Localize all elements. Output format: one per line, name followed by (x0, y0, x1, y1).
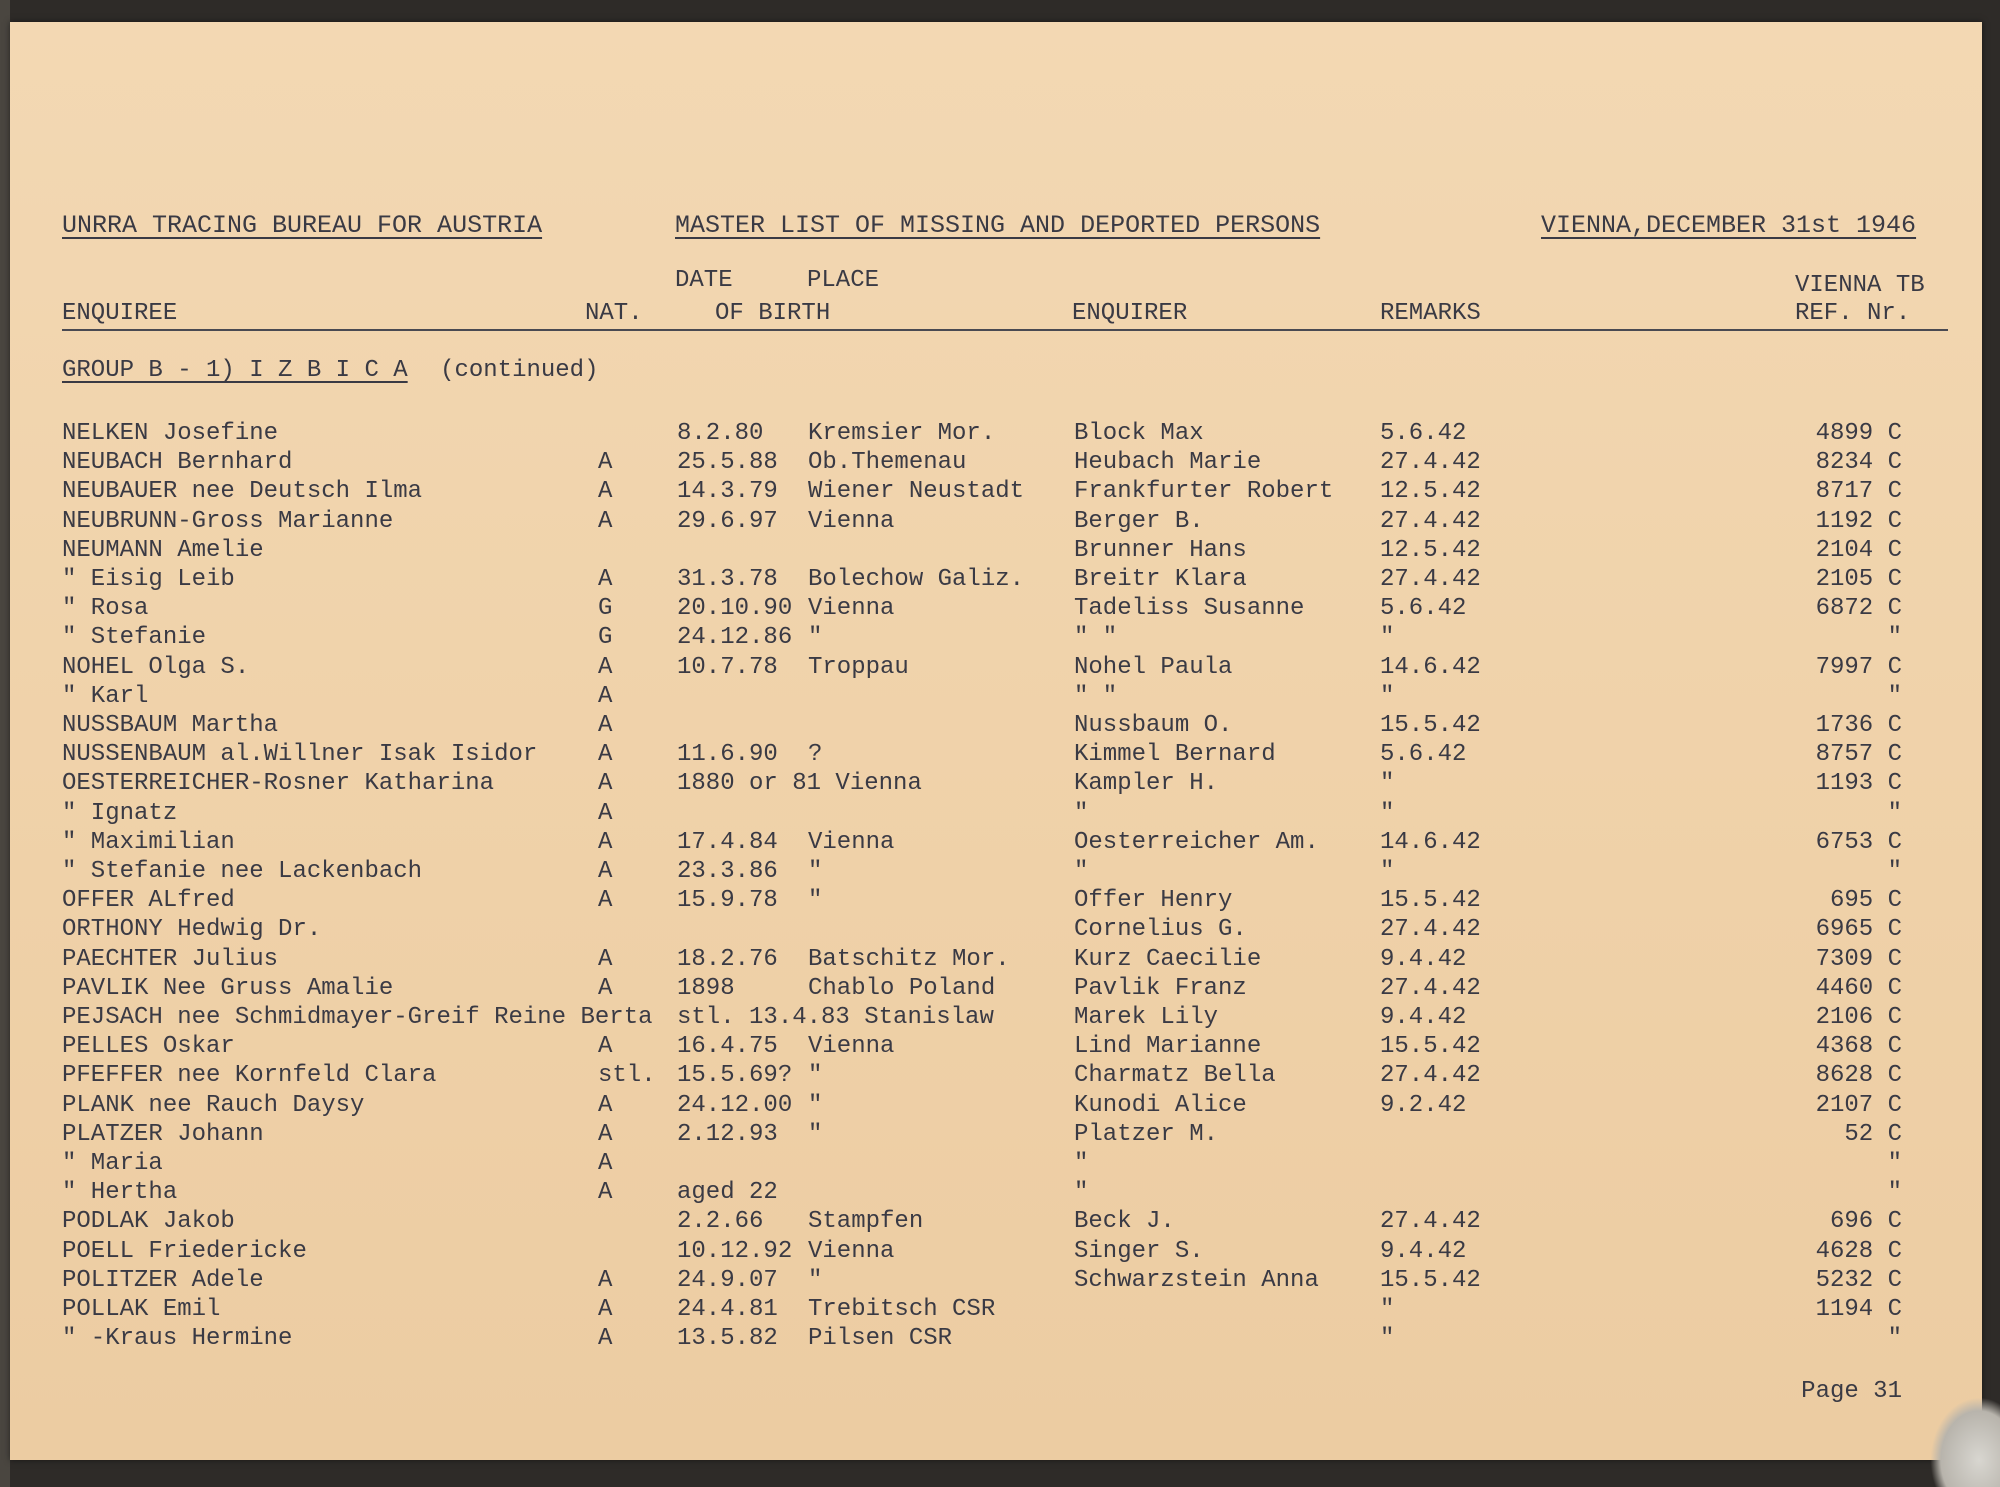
cell-ref: 52 C (1844, 1121, 1902, 1148)
cell-enquirer: " " (1074, 624, 1118, 651)
cell-ref: 5232 C (1815, 1267, 1902, 1294)
col-nat: NAT. (585, 300, 643, 327)
cell-remarks: 9.2.42 (1380, 1092, 1467, 1119)
cell-nat: A (598, 1296, 613, 1323)
cell-nat: A (598, 654, 613, 681)
cell-name: NEUBAUER nee Deutsch Ilma (62, 478, 423, 505)
cell-place: " (808, 1267, 823, 1294)
cell-remarks: 27.4.42 (1380, 566, 1481, 593)
cell-name: PLATZER Johann (62, 1121, 264, 1148)
cell-remarks: 27.4.42 (1380, 1062, 1481, 1089)
cell-ref: " (1887, 1179, 1902, 1206)
cell-remarks: " (1380, 683, 1395, 710)
group-label: GROUP B - 1) I Z B I C A (62, 357, 408, 384)
cell-enquirer: Platzer M. (1074, 1121, 1219, 1148)
cell-nat: A (598, 1092, 613, 1119)
cell-place: Stampfen (808, 1208, 924, 1235)
cell-name: OFFER ALfred (62, 887, 235, 914)
cell-remarks: " (1380, 800, 1395, 827)
cell-remarks: 14.6.42 (1380, 654, 1481, 681)
cell-nat: A (598, 1325, 613, 1352)
cell-enquirer: Offer Henry (1074, 887, 1233, 914)
cell-nat: A (598, 858, 613, 885)
cell-enquirer: Breitr Klara (1074, 566, 1247, 593)
cell-date: 23.3.86 (677, 858, 778, 885)
cell-ref: 7997 C (1815, 654, 1902, 681)
cell-date: 14.3.79 (677, 478, 778, 505)
cell-enquirer: Tadeliss Susanne (1074, 595, 1305, 622)
cell-ref: 4628 C (1815, 1238, 1902, 1265)
cell-nat: A (598, 683, 613, 710)
cell-place: Wiener Neustadt (808, 478, 1025, 505)
cell-nat: A (598, 829, 613, 856)
cell-remarks: 15.5.42 (1380, 712, 1481, 739)
cell-nat: A (598, 449, 613, 476)
cell-place: Chablo Poland (808, 975, 996, 1002)
cell-nat: G (598, 595, 613, 622)
cell-date: 11.6.90 (677, 741, 778, 768)
cell-place: " (808, 1121, 823, 1148)
cell-name: PAECHTER Julius (62, 946, 279, 973)
group-note: (continued) (440, 357, 599, 384)
header-bureau: UNRRA TRACING BUREAU FOR AUSTRIA (62, 211, 543, 240)
cell-enquirer: Berger B. (1074, 508, 1204, 535)
cell-date: 10.12.92 (677, 1238, 793, 1265)
cell-name: POLLAK Emil (62, 1296, 221, 1323)
cell-date: 2.12.93 (677, 1121, 778, 1148)
cell-enquirer: Marek Lily (1074, 1004, 1219, 1031)
cell-nat: A (598, 1267, 613, 1294)
cell-date: 24.12.00 (677, 1092, 793, 1119)
cell-name: " Hertha (62, 1179, 178, 1206)
binder-clip (1930, 1397, 2000, 1487)
cell-date: 10.7.78 (677, 654, 778, 681)
cell-enquirer: Kurz Caecilie (1074, 946, 1262, 973)
cell-remarks: 27.4.42 (1380, 449, 1481, 476)
cell-ref: " (1887, 1150, 1902, 1177)
cell-name: NOHEL Olga S. (62, 654, 250, 681)
cell-ref: " (1887, 858, 1902, 885)
cell-date: 15.9.78 (677, 887, 778, 914)
cell-nat: A (598, 508, 613, 535)
cell-name: ORTHONY Hedwig Dr. (62, 916, 322, 943)
cell-date: 8.2.80 (677, 420, 764, 447)
cell-place: " (808, 858, 823, 885)
cell-nat: A (598, 478, 613, 505)
cell-place: " (808, 1062, 823, 1089)
cell-nat: A (598, 566, 613, 593)
cell-remarks: 5.6.42 (1380, 420, 1467, 447)
cell-enquirer: " (1074, 1150, 1089, 1177)
cell-enquirer: Beck J. (1074, 1208, 1175, 1235)
cell-place: Batschitz Mor. (808, 946, 1010, 973)
cell-nat: A (598, 712, 613, 739)
cell-place: Vienna (808, 595, 895, 622)
cell-date: 1880 or 81 Vienna (677, 770, 922, 797)
cell-name: NEUBACH Bernhard (62, 449, 293, 476)
cell-name: NUSSBAUM Martha (62, 712, 279, 739)
cell-enquirer: Frankfurter Robert (1074, 478, 1334, 505)
cell-nat: A (598, 1033, 613, 1060)
cell-nat: A (598, 770, 613, 797)
cell-remarks: 5.6.42 (1380, 595, 1467, 622)
cell-ref: 6872 C (1815, 595, 1902, 622)
cell-date: 24.4.81 (677, 1296, 778, 1323)
cell-name: " Ignatz (62, 800, 178, 827)
col-ref-bottom: REF. Nr. (1795, 300, 1911, 327)
cell-nat: A (598, 887, 613, 914)
cell-date: stl. 13.4.83 Stanislaw (677, 1004, 994, 1031)
cell-remarks: 9.4.42 (1380, 946, 1467, 973)
cell-nat: A (598, 1150, 613, 1177)
col-remarks: REMARKS (1380, 300, 1481, 327)
cell-enquirer: Kampler H. (1074, 770, 1219, 797)
cell-name: NEUMANN Amelie (62, 537, 264, 564)
cell-place: Pilsen CSR (808, 1325, 953, 1352)
cell-date: 18.2.76 (677, 946, 778, 973)
cell-enquirer: Heubach Marie (1074, 449, 1262, 476)
cell-remarks: 27.4.42 (1380, 1208, 1481, 1235)
cell-date: aged 22 (677, 1179, 778, 1206)
cell-name: POELL Friedericke (62, 1238, 307, 1265)
cell-remarks: 27.4.42 (1380, 916, 1481, 943)
cell-remarks: " (1380, 1296, 1395, 1323)
cell-enquirer: Kunodi Alice (1074, 1092, 1247, 1119)
cell-remarks: 12.5.42 (1380, 537, 1481, 564)
cell-ref: 2107 C (1815, 1092, 1902, 1119)
cell-ref: 1194 C (1815, 1296, 1902, 1323)
cell-nat: stl. (598, 1062, 656, 1089)
cell-date: 1898 (677, 975, 735, 1002)
cell-enquirer: Pavlik Franz (1074, 975, 1247, 1002)
cell-place: Vienna (808, 1033, 895, 1060)
cell-ref: 8757 C (1815, 741, 1902, 768)
cell-enquirer: Block Max (1074, 420, 1204, 447)
cell-enquirer: Nussbaum O. (1074, 712, 1233, 739)
cell-name: OESTERREICHER-Rosner Katharina (62, 770, 495, 797)
cell-remarks: " (1380, 1325, 1395, 1352)
cell-enquirer: Charmatz Bella (1074, 1062, 1276, 1089)
cell-remarks: 15.5.42 (1380, 1033, 1481, 1060)
cell-ref: " (1887, 1325, 1902, 1352)
cell-ref: " (1887, 683, 1902, 710)
cell-name: " Eisig Leib (62, 566, 235, 593)
cell-ref: 7309 C (1815, 946, 1902, 973)
cell-nat: A (598, 946, 613, 973)
cell-enquirer: Cornelius G. (1074, 916, 1247, 943)
cell-name: PELLES Oskar (62, 1033, 235, 1060)
header-date: VIENNA,DECEMBER 31st 1946 (1541, 211, 1917, 240)
cell-ref: 2104 C (1815, 537, 1902, 564)
header-list-title: MASTER LIST OF MISSING AND DEPORTED PERSONS (675, 211, 1321, 240)
cell-ref: " (1887, 800, 1902, 827)
cell-date: 24.9.07 (677, 1267, 778, 1294)
cell-name: PLANK nee Rauch Daysy (62, 1092, 365, 1119)
cell-date: 20.10.90 (677, 595, 793, 622)
col-enquiree: ENQUIREE (62, 300, 178, 327)
cell-place: Bolechow Galiz. (808, 566, 1025, 593)
cell-name: " Karl (62, 683, 149, 710)
col-date-top: DATE (675, 267, 733, 294)
cell-name: PAVLIK Nee Gruss Amalie (62, 975, 394, 1002)
cell-ref: 8628 C (1815, 1062, 1902, 1089)
cell-remarks: 27.4.42 (1380, 975, 1481, 1002)
cell-ref: 8234 C (1815, 449, 1902, 476)
cell-place: " (808, 1092, 823, 1119)
cell-enquirer: Brunner Hans (1074, 537, 1247, 564)
cell-remarks: 15.5.42 (1380, 887, 1481, 914)
cell-date: 16.4.75 (677, 1033, 778, 1060)
group-heading (62, 357, 599, 385)
cell-date: 17.4.84 (677, 829, 778, 856)
cell-remarks: 5.6.42 (1380, 741, 1467, 768)
cell-date: 15.5.69? (677, 1062, 793, 1089)
cell-remarks: 9.4.42 (1380, 1238, 1467, 1265)
cell-enquirer: Oesterreicher Am. (1074, 829, 1319, 856)
cell-ref: 4460 C (1815, 975, 1902, 1002)
header-rule (62, 329, 1948, 331)
cell-place: " (808, 887, 823, 914)
cell-name: PFEFFER nee Kornfeld Clara (62, 1062, 437, 1089)
cell-name: NELKEN Josefine (62, 420, 279, 447)
book-binding (0, 0, 10, 1487)
cell-date: 24.12.86 (677, 624, 793, 651)
cell-remarks: 15.5.42 (1380, 1267, 1481, 1294)
cell-name: POLITZER Adele (62, 1267, 264, 1294)
col-place-top: PLACE (807, 267, 880, 294)
cell-remarks: " (1380, 624, 1395, 651)
cell-ref: 8717 C (1815, 478, 1902, 505)
cell-ref: 696 C (1829, 1208, 1902, 1235)
cell-remarks: 14.6.42 (1380, 829, 1481, 856)
cell-date: 2.2.66 (677, 1208, 764, 1235)
cell-date: 25.5.88 (677, 449, 778, 476)
cell-name: " Stefanie (62, 624, 207, 651)
cell-enquirer: Singer S. (1074, 1238, 1204, 1265)
cell-name: NEUBRUNN-Gross Marianne (62, 508, 394, 535)
cell-enquirer: Kimmel Bernard (1074, 741, 1276, 768)
cell-nat: A (598, 800, 613, 827)
cell-date: 29.6.97 (677, 508, 778, 535)
cell-nat: A (598, 975, 613, 1002)
cell-enquirer: Nohel Paula (1074, 654, 1233, 681)
cell-ref: 4368 C (1815, 1033, 1902, 1060)
cell-name: PEJSACH nee Schmidmayer-Greif Reine Berta (62, 1004, 653, 1031)
cell-name: " Maria (62, 1150, 163, 1177)
col-birth: OF BIRTH (715, 300, 831, 327)
cell-place: ? (808, 741, 823, 768)
cell-remarks: " (1380, 858, 1395, 885)
cell-place: Trebitsch CSR (808, 1296, 996, 1323)
cell-name: " Maximilian (62, 829, 235, 856)
cell-enquirer: " " (1074, 683, 1118, 710)
cell-enquirer: " (1074, 1179, 1089, 1206)
cell-place: Ob.Themenau (808, 449, 967, 476)
cell-ref: 695 C (1829, 887, 1902, 914)
cell-remarks: 27.4.42 (1380, 508, 1481, 535)
cell-date: 31.3.78 (677, 566, 778, 593)
cell-ref: 1193 C (1815, 770, 1902, 797)
cell-nat: A (598, 1179, 613, 1206)
cell-enquirer: Schwarzstein Anna (1074, 1267, 1319, 1294)
cell-enquirer: Lind Marianne (1074, 1033, 1262, 1060)
cell-place: Troppau (808, 654, 909, 681)
cell-ref: 1192 C (1815, 508, 1902, 535)
cell-name: " -Kraus Hermine (62, 1325, 293, 1352)
cell-name: " Rosa (62, 595, 149, 622)
cell-ref: 6753 C (1815, 829, 1902, 856)
cell-ref: " (1887, 624, 1902, 651)
cell-name: " Stefanie nee Lackenbach (62, 858, 423, 885)
cell-ref: 4899 C (1815, 420, 1902, 447)
col-enquirer: ENQUIRER (1072, 300, 1188, 327)
cell-name: PODLAK Jakob (62, 1208, 235, 1235)
cell-remarks: 12.5.42 (1380, 478, 1481, 505)
cell-place: Vienna (808, 508, 895, 535)
cell-place: Vienna (808, 829, 895, 856)
document-page (10, 22, 1982, 1460)
cell-remarks: " (1380, 770, 1395, 797)
cell-place: Vienna (808, 1238, 895, 1265)
page-number: Page 31 (1801, 1378, 1902, 1405)
cell-ref: 2105 C (1815, 566, 1902, 593)
cell-date: 13.5.82 (677, 1325, 778, 1352)
cell-nat: A (598, 741, 613, 768)
cell-nat: A (598, 1121, 613, 1148)
cell-ref: 2106 C (1815, 1004, 1902, 1031)
cell-enquirer: " (1074, 858, 1089, 885)
cell-enquirer: " (1074, 800, 1089, 827)
cell-place: " (808, 624, 823, 651)
cell-nat: G (598, 624, 613, 651)
cell-place: Kremsier Mor. (808, 420, 996, 447)
cell-ref: 6965 C (1815, 916, 1902, 943)
cell-remarks: 9.4.42 (1380, 1004, 1467, 1031)
col-ref-top: VIENNA TB (1795, 272, 1925, 299)
cell-ref: 1736 C (1815, 712, 1902, 739)
cell-name: NUSSENBAUM al.Willner Isak Isidor (62, 741, 538, 768)
